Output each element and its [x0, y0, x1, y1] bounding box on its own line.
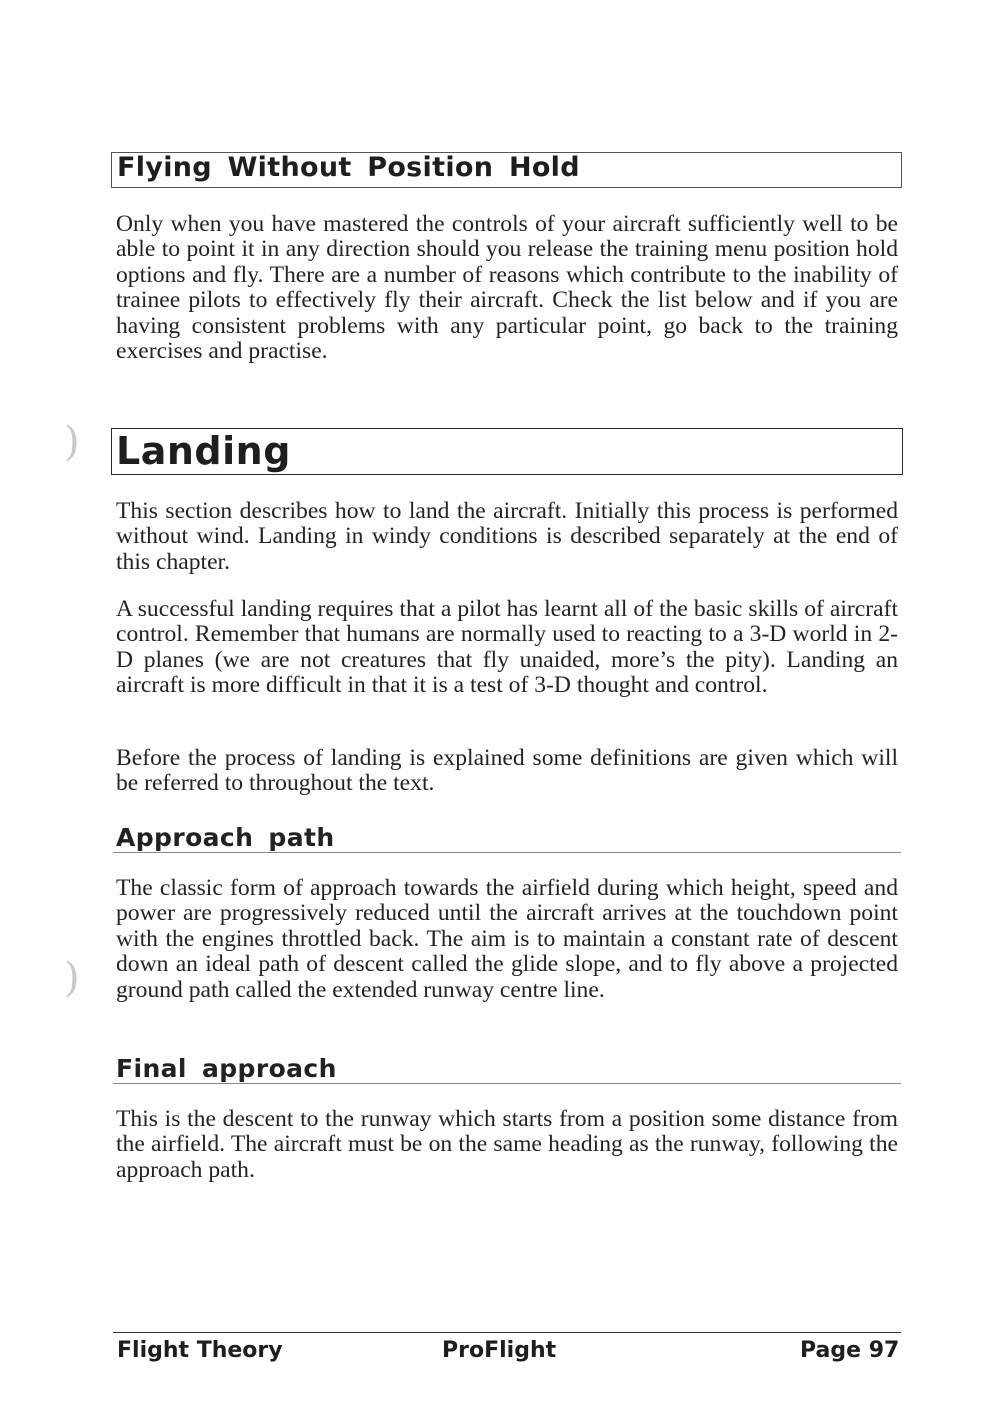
margin-mark-top: ) [64, 419, 80, 465]
flying-heading: Flying Without Position Hold [117, 152, 580, 183]
approach-path-rule [113, 852, 901, 853]
approach-path-paragraph: The classic form of approach towards the airfield during which height, speed and power are progressively reduced until the aircraft arrives at the touchdown point with the engines throttled back. The aim is to maintain a constant rate of descent down an ideal path of descent called the glide slope, and to fly above a projected ground path called the extended runway centre line. [116, 875, 898, 1003]
footer-page-number: Page 97 [800, 1338, 900, 1363]
landing-paragraph-1: This section describes how to land the aircraft. Initially this process is performed without wind. Landing in windy conditions is described separately at the end of this chapter. [116, 498, 898, 575]
final-approach-rule [113, 1083, 901, 1084]
final-approach-heading: Final approach [116, 1054, 337, 1083]
landing-paragraph-2: A successful landing requires that a pilot has learnt all of the basic skills of aircraft control. Remember that humans are normally used to reacting to a 3-D world in 2-D planes (we are not creatures that fly unaided, more’s the pity). Landing an aircraft is more difficult in that it is a test of 3-D thought and control. [116, 596, 898, 699]
margin-mark-bottom: ) [64, 955, 80, 1001]
landing-paragraph-3: Before the process of landing is explained some definitions are given which will be referred to throughout the text. [116, 745, 898, 797]
footer-center: ProFlight [442, 1338, 557, 1363]
footer-left: Flight Theory [117, 1338, 283, 1363]
flying-paragraph: Only when you have mastered the controls of your aircraft sufficiently well to be able to point it in any direction should you release the training menu position hold options and fly. There are a number of reasons which contribute to the inability of trainee pilots to effectively fly their aircraft. Check the list below and if you are having consistent problems with any particular point, go back to the training exercises and practise. [116, 211, 898, 365]
landing-heading: Landing [116, 429, 291, 473]
footer-rule [113, 1332, 901, 1333]
approach-path-heading: Approach path [116, 823, 335, 852]
final-approach-paragraph: This is the descent to the runway which starts from a position some distance from the airfield. The aircraft must be on the same heading as the runway, following the approach path. [116, 1106, 898, 1183]
